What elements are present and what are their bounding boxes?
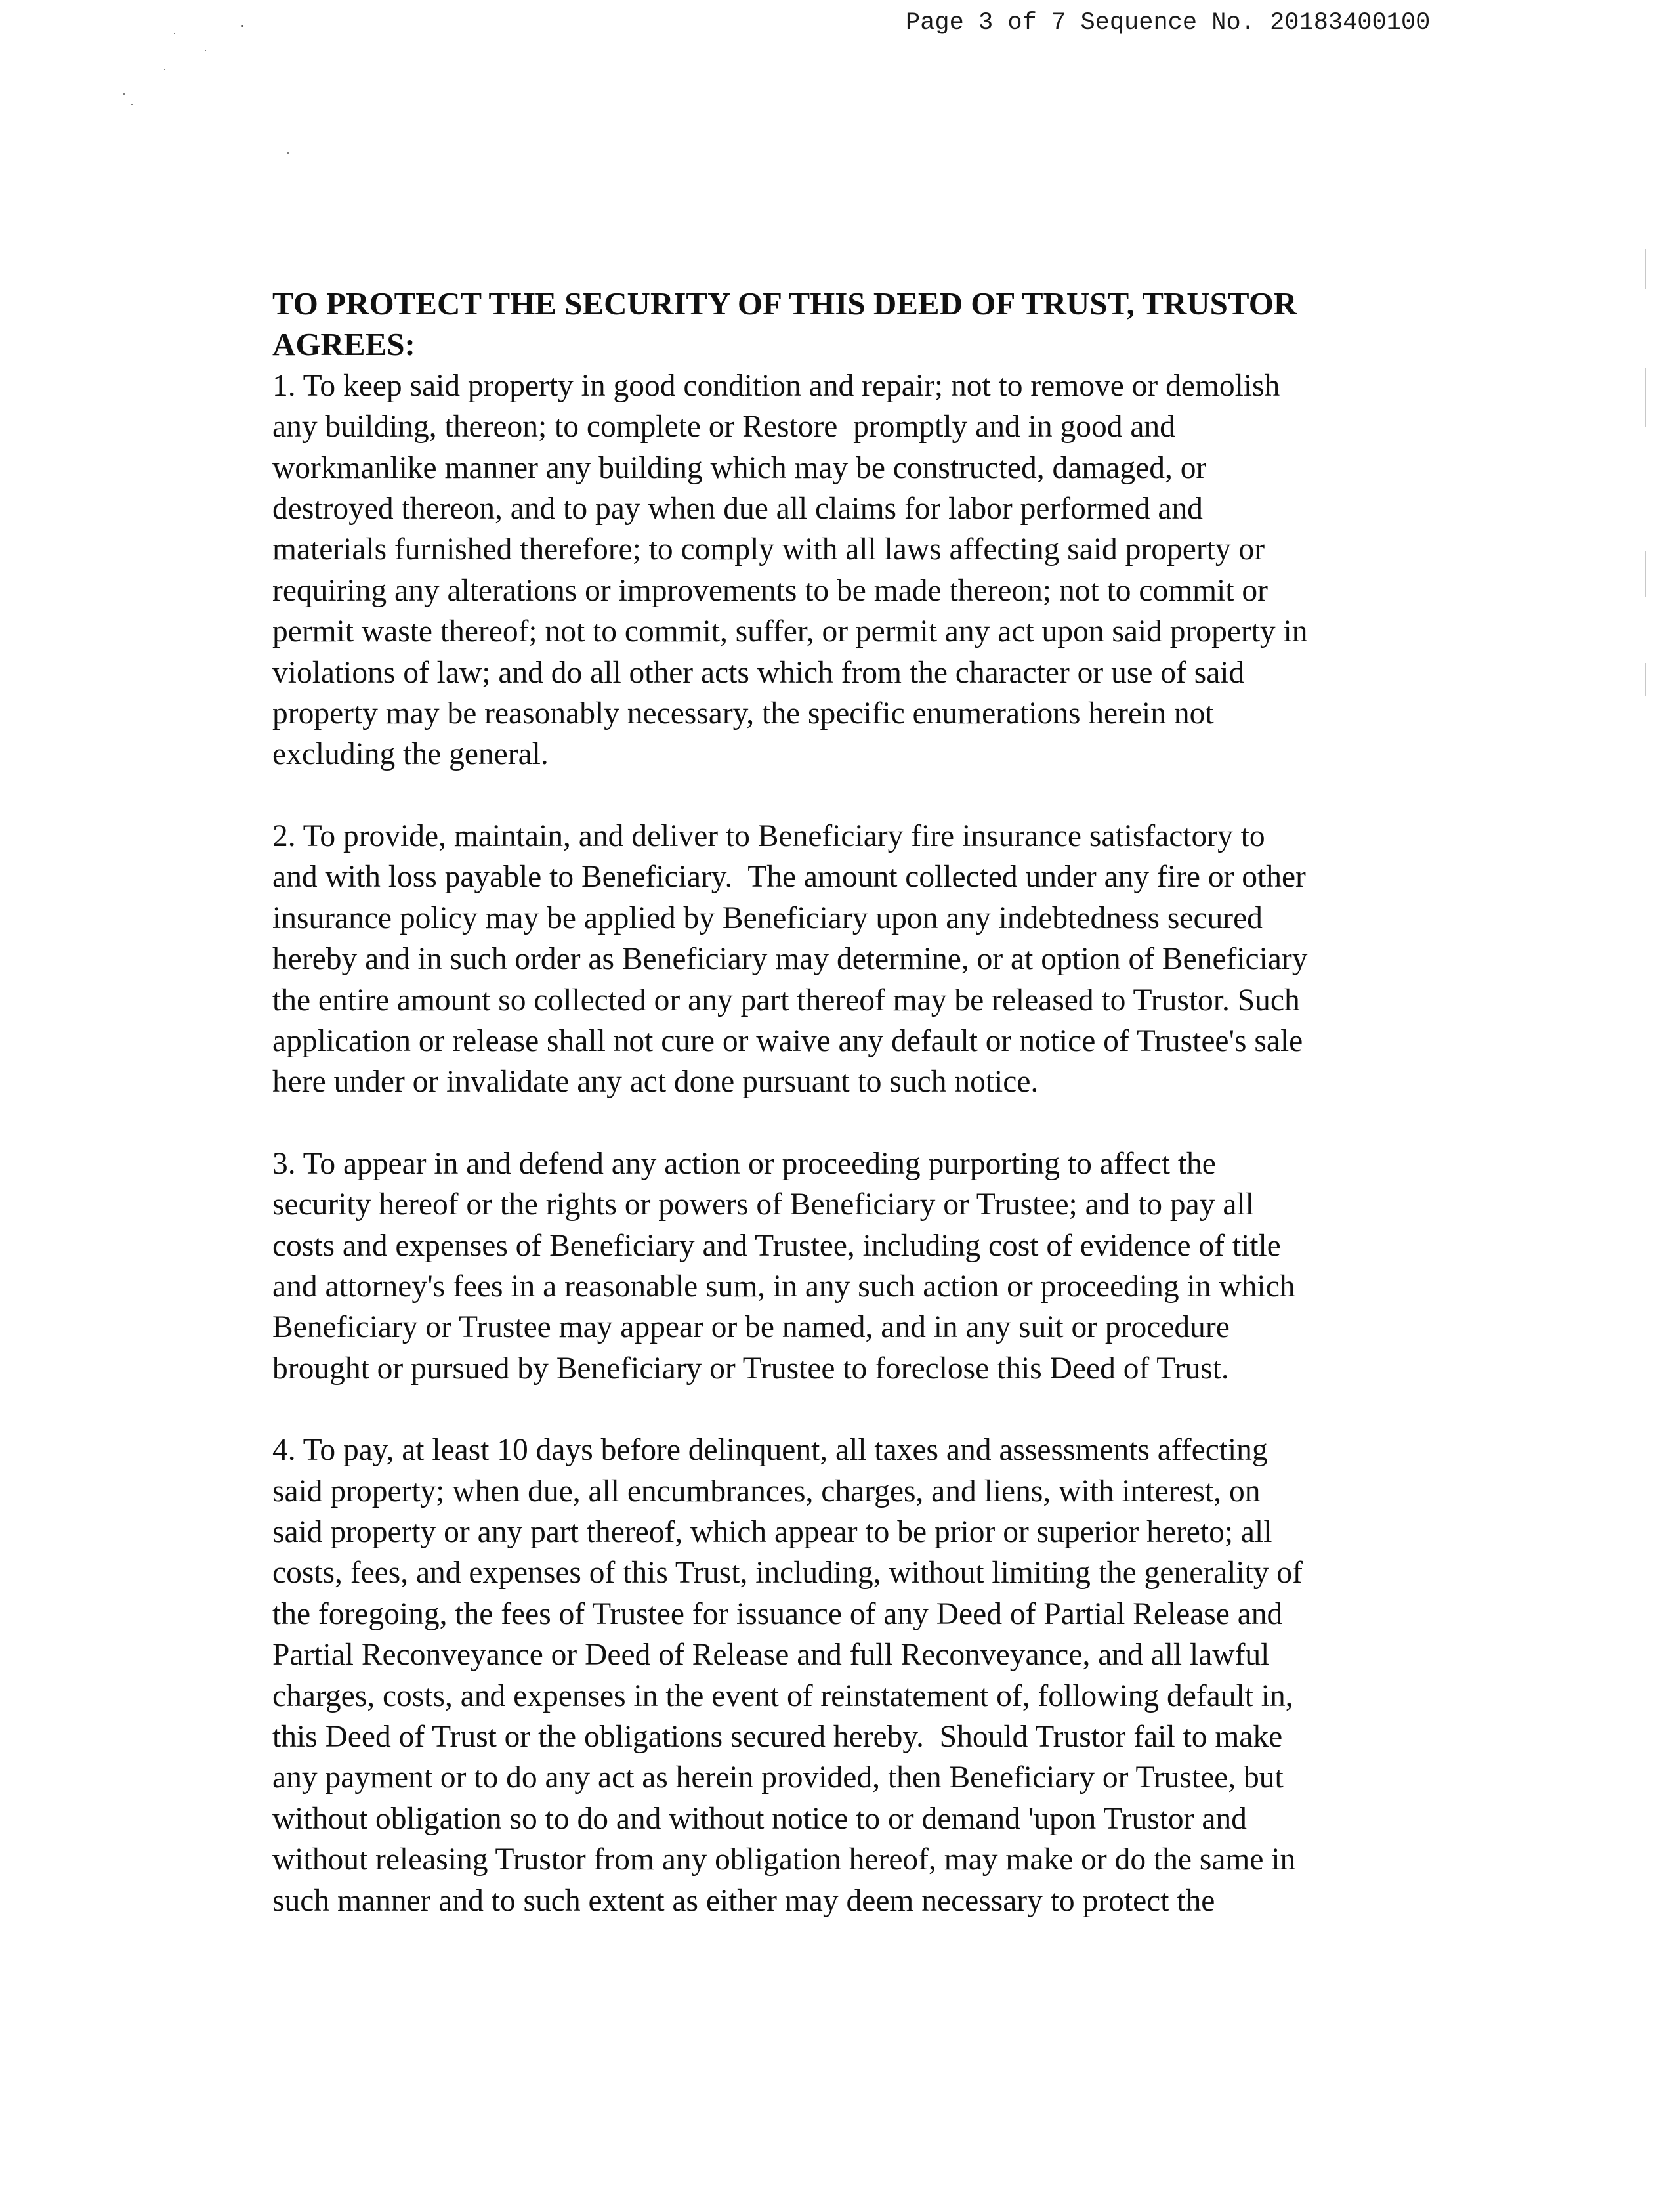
scan-speck (174, 33, 175, 34)
clause-line: 3. To appear in and defend any action or proceeding purporting to affect the (272, 1146, 1216, 1181)
clause-line: without releasing Trustor from any obligation hereof, may make or do the same in (272, 1843, 1296, 1877)
clause-line: hereby and in such order as Beneficiary may determine, or at option of Beneficiary (272, 942, 1308, 977)
scan-speck (123, 93, 125, 95)
clause-line: Partial Reconveyance or Deed of Release and full Reconveyance, and all lawful (272, 1638, 1270, 1673)
paragraph-gap (272, 1389, 1440, 1430)
clause-line: brought or pursued by Beneficiary or Trustee to foreclose this Deed of Trust. (272, 1351, 1229, 1386)
scan-speck (242, 25, 243, 27)
clause-line: excluding the general. (272, 737, 549, 772)
clause-line: costs, fees, and expenses of this Trust, including, without limiting the generality of (272, 1556, 1303, 1590)
clause-line: charges, costs, and expenses in the event of reinstatement of, following default in, (272, 1678, 1293, 1713)
document-body (272, 284, 1440, 1921)
clause-line: here under or invalidate any act done pursuant to such notice. (272, 1065, 1039, 1099)
clause-line: property may be reasonably necessary, the specific enumerations herein not (272, 696, 1214, 731)
clause-line: 4. To pay, at least 10 days before delinquent, all taxes and assessments affecting (272, 1433, 1268, 1468)
page-sequence-header: Page 3 of 7 Sequence No. 20183400100 (906, 9, 1431, 37)
clause-line: Beneficiary or Trustee may appear or be named, and in any suit or procedure (272, 1310, 1230, 1345)
title-line: TO PROTECT THE SECURITY OF THIS DEED OF TRUST, TRUSTOR (272, 286, 1297, 322)
clause-line: and attorney's fees in a reasonable sum, in any such action or proceeding in which (272, 1269, 1295, 1304)
scan-speck (205, 50, 206, 51)
clause-line: 2. To provide, maintain, and deliver to Beneficiary fire insurance satisfactory to (272, 819, 1265, 853)
clause-line: said property; when due, all encumbrances, charges, and liens, with interest, on (272, 1474, 1261, 1508)
scan-edge-mark (1645, 551, 1646, 597)
scan-speck (164, 69, 165, 70)
clause-line: 1. To keep said property in good condition and repair; not to remove or demolish (272, 368, 1280, 403)
clause-line: permit waste thereof; not to commit, suffer, or permit any act upon said property in (272, 614, 1308, 649)
clause-line: the entire amount so collected or any part thereof may be released to Trustor. Such (272, 983, 1300, 1017)
clause-line: security hereof or the rights or powers of Beneficiary or Trustee; and to pay all (272, 1187, 1254, 1222)
title-line: AGREES: (272, 326, 415, 363)
clause-line: insurance policy may be applied by Beneficiary upon any indebtedness secured (272, 901, 1263, 935)
clause-line: workmanlike manner any building which may be constructed, damaged, or (272, 450, 1207, 485)
clause-line: the foregoing, the fees of Trustee for issuance of any Deed of Partial Release and (272, 1596, 1283, 1631)
clause-line: materials furnished therefore; to comply with all laws affecting said property or (272, 532, 1265, 567)
clause-2 (272, 816, 1440, 1103)
clause-line: any building, thereon; to complete or Restore promptly and in good and (272, 410, 1175, 444)
scan-edge-mark (1645, 663, 1646, 696)
clause-line: requiring any alterations or improvements to be made thereon; not to commit or (272, 573, 1268, 608)
paragraph-gap (272, 775, 1440, 816)
section-title (272, 284, 1440, 366)
scan-speck (287, 152, 289, 154)
clause-line: said property or any part thereof, which appear to be prior or superior hereto; all (272, 1514, 1272, 1549)
clause-line: any payment or to do any act as herein provided, then Beneficiary or Trustee, but (272, 1760, 1284, 1795)
clause-line: without obligation so to do and without notice to or demand 'upon Trustor and (272, 1801, 1247, 1836)
clause-line: application or release shall not cure or waive any default or notice of Trustee's sale (272, 1023, 1303, 1058)
clause-line: this Deed of Trust or the obligations secured hereby. Should Trustor fail to make (272, 1720, 1283, 1754)
scan-edge-mark (1645, 368, 1646, 427)
clause-line: such manner and to such extent as either may deem necessary to protect the (272, 1883, 1215, 1918)
clause-line: costs and expenses of Beneficiary and Trustee, including cost of evidence of title (272, 1228, 1281, 1263)
clause-line: destroyed thereon, and to pay when due all claims for labor performed and (272, 492, 1203, 526)
scan-edge-mark (1645, 249, 1646, 289)
clause-line: and with loss payable to Beneficiary. The amount collected under any fire or other (272, 860, 1306, 895)
scan-speck (131, 104, 133, 105)
clause-3 (272, 1143, 1440, 1389)
clause-4 (272, 1430, 1440, 1921)
clause-line: violations of law; and do all other acts which from the character or use of said (272, 655, 1245, 690)
paragraph-gap (272, 1103, 1440, 1143)
clause-1 (272, 366, 1440, 775)
